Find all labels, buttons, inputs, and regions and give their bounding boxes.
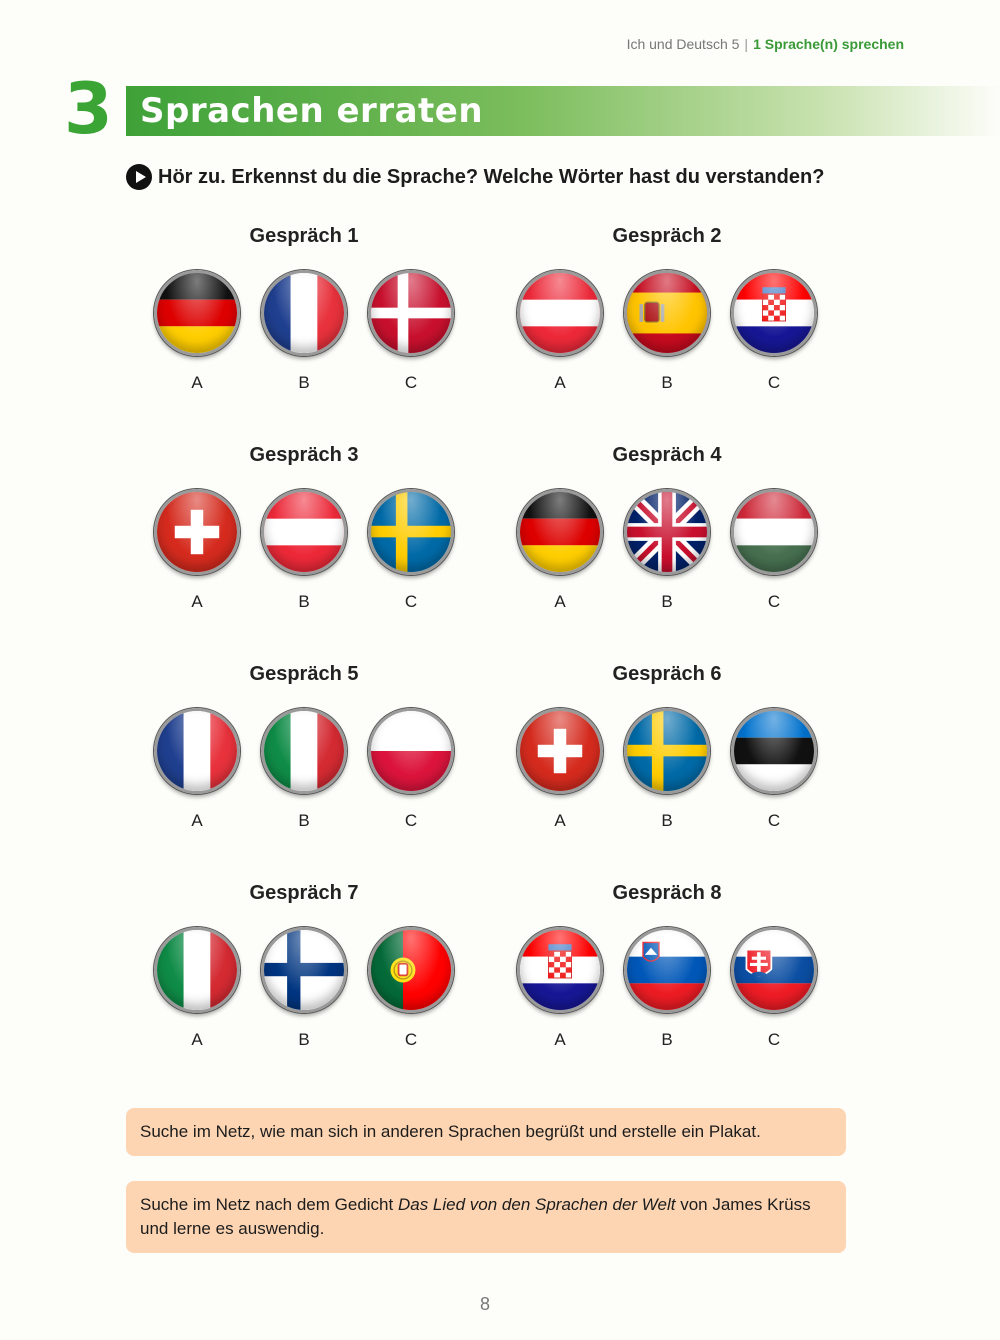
flag-option-a[interactable] [517,708,603,831]
conversation-7 [154,882,454,1050]
running-header [627,36,904,52]
flag-option-a[interactable] [517,489,603,612]
flag-option-c[interactable] [368,927,454,1050]
flag-option-b[interactable] [624,270,710,393]
flag-option-c[interactable] [731,489,817,612]
conversation-1 [154,225,454,393]
flag-option-a[interactable] [154,708,240,831]
option-letter: B [661,592,673,611]
conversation-6 [517,663,817,831]
slovenia-flag-icon[interactable] [624,927,710,1013]
conversation-title: Gespräch 3 [249,444,359,466]
exercise-title: Sprachen erraten [140,91,484,131]
portugal-flag-icon[interactable] [368,927,454,1013]
conversation-5 [154,663,454,831]
task-text: Suche im Netz, wie man sich in anderen Sprachen begrüßt und erstelle ein Plakat. [140,1122,761,1141]
flag-option-b[interactable] [261,927,347,1050]
option-letter: C [767,373,781,392]
slovakia-flag-icon[interactable] [731,927,817,1013]
option-letter: A [554,592,566,611]
conversation-4 [517,444,817,612]
flag-option-c[interactable] [731,270,817,393]
conversation-2 [517,225,817,393]
croatia-flag-icon[interactable] [517,927,603,1013]
hungary-flag-icon[interactable] [731,489,817,575]
exercise-banner [126,86,1000,136]
option-letter: A [554,811,566,830]
spain-flag-icon[interactable] [624,270,710,356]
option-letter: A [191,592,203,611]
switzerland-flag-icon[interactable] [517,708,603,794]
flag-options [154,270,454,393]
germany-flag-icon[interactable] [154,270,240,356]
flag-options [517,270,817,393]
option-letter: C [767,811,781,830]
page-number: 8 [479,1294,490,1314]
conversation-8 [517,882,817,1050]
option-letter: C [767,592,781,611]
task-box-greetings [126,1108,846,1156]
option-letter: B [661,1030,673,1049]
poland-flag-icon[interactable] [368,708,454,794]
flag-option-a[interactable] [154,270,240,393]
flag-option-c[interactable] [731,708,817,831]
flag-options [517,489,817,612]
option-letter: B [298,373,310,392]
flag-option-c[interactable] [731,927,817,1050]
option-letter: A [554,1030,566,1049]
book-title: Ich und Deutsch 5 [626,36,740,52]
conversation-title: Gespräch 7 [249,882,359,904]
conversation-3 [154,444,454,612]
task-text-after: von James Krüss und lerne es auswendig. [140,1195,811,1238]
flag-options [154,489,454,612]
option-letter: C [404,373,418,392]
flag-options [154,708,454,831]
united-kingdom-flag-icon[interactable] [624,489,710,575]
option-letter: A [554,373,566,392]
poem-title: Das Lied von den Sprachen der Welt [397,1195,676,1214]
flag-option-a[interactable] [517,270,603,393]
flag-option-c[interactable] [368,489,454,612]
header-separator: | [744,36,749,52]
austria-flag-icon[interactable] [517,270,603,356]
conversation-title: Gespräch 8 [612,882,722,904]
option-letter: A [191,811,203,830]
flag-option-b[interactable] [261,270,347,393]
option-letter: B [298,811,310,830]
flag-options [517,708,817,831]
instruction [126,164,824,190]
austria-flag-icon[interactable] [261,489,347,575]
flag-options [517,927,817,1050]
option-letter: C [404,811,418,830]
instruction-text: Hör zu. Erkennst du die Sprache? Welche Wörter hast du verstanden? [158,165,825,188]
option-letter: B [661,373,673,392]
exercise-number: 3 [64,68,113,150]
flag-options [154,927,454,1050]
conversation-title: Gespräch 1 [249,225,359,247]
flag-option-a[interactable] [154,489,240,612]
germany-flag-icon[interactable] [517,489,603,575]
flag-option-c[interactable] [368,270,454,393]
france-flag-icon[interactable] [154,708,240,794]
option-letter: B [298,1030,310,1049]
sweden-flag-icon[interactable] [368,489,454,575]
option-letter: C [767,1030,781,1049]
option-letter: A [191,373,203,392]
conversation-title: Gespräch 5 [249,663,359,685]
croatia-flag-icon[interactable] [731,270,817,356]
chapter-title: 1 Sprache(n) sprechen [753,36,904,52]
sweden-flag-icon[interactable] [624,708,710,794]
task-text-before: Suche im Netz nach dem Gedicht [140,1195,398,1214]
option-letter: C [404,1030,418,1049]
flag-option-b[interactable] [624,489,710,612]
option-letter: C [404,592,418,611]
flag-option-a[interactable] [517,927,603,1050]
switzerland-flag-icon[interactable] [154,489,240,575]
flag-option-b[interactable] [261,708,347,831]
flag-option-a[interactable] [154,927,240,1050]
denmark-flag-icon[interactable] [368,270,454,356]
task-box-poem [126,1181,846,1253]
play-icon[interactable] [126,164,152,190]
flag-option-b[interactable] [261,489,347,612]
conversation-title: Gespräch 6 [612,663,722,685]
estonia-flag-icon[interactable] [731,708,817,794]
option-letter: B [661,811,673,830]
finland-flag-icon[interactable] [261,927,347,1013]
france-flag-icon[interactable] [261,270,347,356]
italy-flag-icon[interactable] [154,927,240,1013]
flag-option-b[interactable] [624,927,710,1050]
flag-option-b[interactable] [624,708,710,831]
conversation-title: Gespräch 4 [612,444,722,466]
flag-option-c[interactable] [368,708,454,831]
conversation-title: Gespräch 2 [612,225,722,247]
option-letter: A [191,1030,203,1049]
italy-flag-icon[interactable] [261,708,347,794]
option-letter: B [298,592,310,611]
